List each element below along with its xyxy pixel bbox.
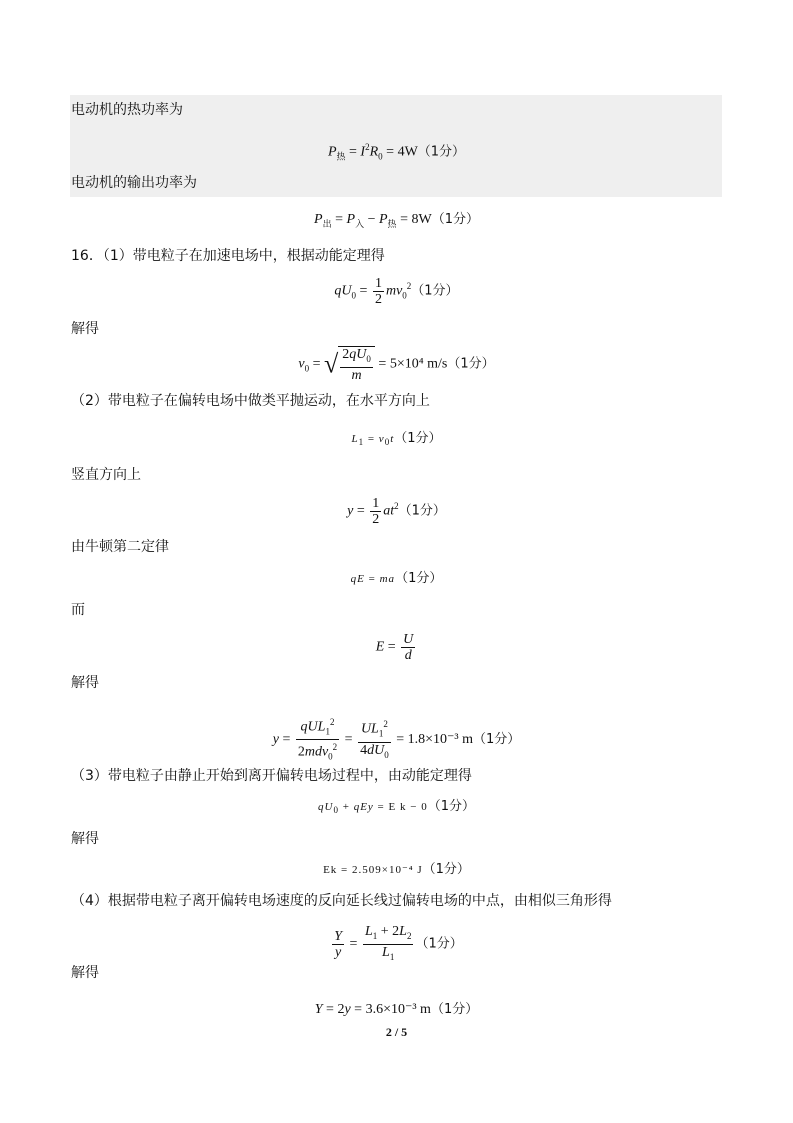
fraction: $\frac{qUL_1^2}{2mdv_0^2}$: [297, 717, 338, 762]
square-root: √ $\frac{2qU_0}{m}$: [324, 346, 375, 383]
score-mark: （1分）: [395, 571, 443, 586]
heat-power-label: 电动机的热功率为: [71, 102, 183, 118]
score-mark: （1分）: [430, 1002, 479, 1017]
formula-energy-theorem: $qU_0$ + qEy = E k − 0（1分）: [318, 799, 475, 816]
score-mark: （1分）: [415, 936, 463, 952]
formula-ek: [0, 860, 793, 880]
output-power-label: 电动机的输出功率为: [71, 175, 197, 191]
fraction: $\frac{L_1 + 2L_2}{L_1}$: [364, 924, 412, 962]
solve-label-4: 解得: [71, 965, 99, 981]
formula-newton: qE = ma（1分）: [350, 571, 443, 586]
q16-part2-text: （2）带电粒子在偏转电场中做类平抛运动，在水平方向上: [71, 393, 430, 409]
score-mark: （1分）: [398, 503, 446, 519]
score-mark: （1分）: [431, 212, 479, 227]
formula-y-result: 1.8×10⁻³ m: [407, 732, 473, 748]
formula-heat-power-result: 4W: [397, 144, 418, 160]
fraction: $\frac{1}{2}$: [374, 276, 382, 307]
solve-label-1: 解得: [71, 321, 99, 337]
solve-label-2: 解得: [71, 675, 99, 691]
formula-field: E = $\frac{U}{d}$: [375, 632, 414, 663]
solve-label-3: 解得: [71, 831, 99, 847]
formula-horizontal: $L_1 = v_0t(1$分）: [351, 431, 442, 448]
score-mark: （1分）: [394, 431, 442, 446]
score-mark: （1分）: [427, 799, 475, 814]
score-mark: （1分）: [411, 283, 459, 299]
and-label: 而: [71, 602, 85, 618]
fraction: $\frac{Y}{y}$: [334, 928, 343, 960]
formula-similar-triangles: $\frac{Y}{y}$ = $\frac{L_1 + 2L_2}{L_1}$ （1分）: [0, 924, 793, 965]
fraction: $\frac{U}{d}$: [403, 632, 414, 663]
formula-energy-rhs: E k − 0: [388, 801, 428, 813]
formula-output-power: $P_出 = P_入 - P_热 = 8W(1$分）: [314, 212, 479, 229]
newton-label: 由牛顿第二定律: [71, 539, 169, 555]
formula-kinetic-energy: $qU_0$ = $\frac{1}{2}$ $mv_0^2(1$分）: [334, 276, 459, 307]
q16-part1-text: 16．（1）带电粒子在加速电场中，根据动能定理得: [71, 248, 385, 264]
score-mark: （1分）: [417, 144, 466, 160]
formula-v0: $v_0$ = √ $\frac{2qU_0}{m}$ = 5×10⁴ m/s（1分）: [298, 347, 495, 383]
formula-heat-power: $P_热 = I^2R_0 = 4W(1$分）: [327, 142, 466, 162]
score-mark: （1分）: [472, 732, 521, 748]
formula-Y-result: 3.6×10⁻³ m: [365, 1002, 431, 1017]
page-number: 2 / 5: [385, 1025, 408, 1039]
formula-Y: Y = 2y = 3.6×10⁻³ m（1分）: [314, 1002, 479, 1017]
q16-part3-text: （3）带电粒子由静止开始到离开偏转电场过程中，由动能定理得: [71, 768, 472, 784]
score-mark: （1分）: [447, 356, 495, 372]
formula-vertical: y = $\frac{1}{2}$ $at^2(1$分）: [347, 496, 446, 527]
fraction: $\frac{UL_1^2}{4dU_0}$: [360, 719, 389, 760]
q16-part4-text: （4）根据带电粒子离开偏转电场速度的反向延长线过偏转电场的中点，由相似三角形得: [71, 893, 612, 909]
formula-ek-result: Ek = 2.509×10⁻⁴ J: [323, 864, 423, 876]
formula-y: y = $\frac{qUL_1^2}{2mdv_0^2}$ = $\frac{UL_1^2}{4dU_0}$ = 1.8×10⁻³ m（1分）: [0, 715, 793, 765]
formula-output-power-result: 8W: [411, 212, 432, 227]
fraction: $\frac{1}{2}$: [372, 496, 380, 527]
formula-v0-result: 5×10⁴ m/s: [389, 356, 448, 372]
vertical-label: 竖直方向上: [71, 467, 141, 483]
score-mark: （1分）: [422, 862, 470, 877]
